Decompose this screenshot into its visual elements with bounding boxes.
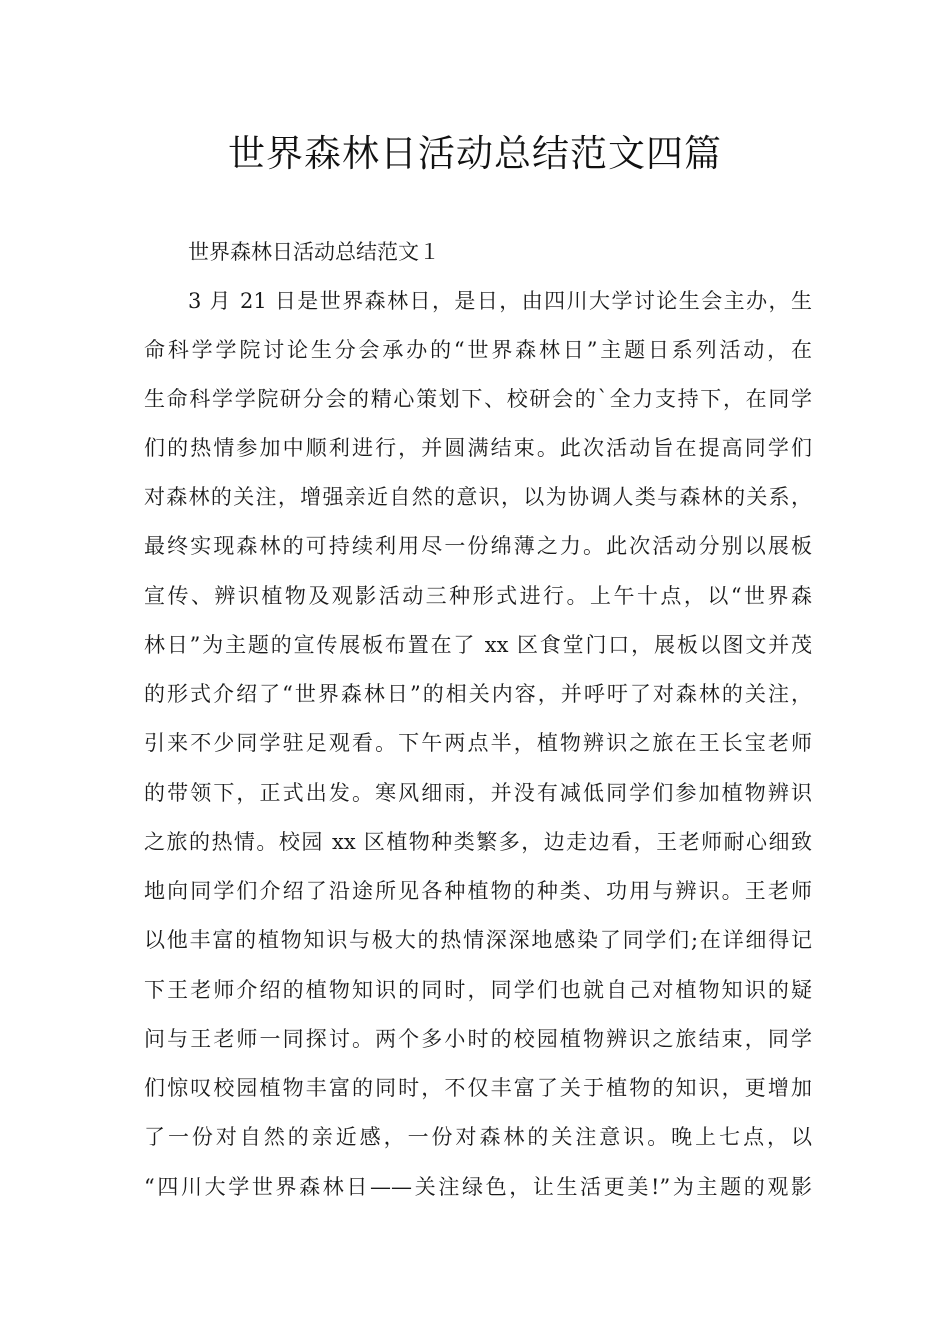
- paragraph-line: 最终实现森林的可持续利用尽一份绵薄之力。此次活动分别以展板: [144, 534, 812, 558]
- document-title: 世界森林日活动总结范文四篇: [228, 132, 722, 175]
- paragraph-line: 命科学学院讨论生分会承办的“世界森林日”主题日系列活动，在: [144, 338, 812, 362]
- paragraph-line: 以他丰富的植物知识与极大的热情深深地感染了同学们;在详细得记: [144, 928, 812, 952]
- paragraph-line: 引来不少同学驻足观看。下午两点半，植物辨识之旅在王长宝老师: [144, 731, 812, 755]
- paragraph-line: 了一份对自然的亲近感，一份对森林的关注意识。晚上七点，以: [144, 1125, 812, 1149]
- paragraph-line: 宣传、辨识植物及观影活动三种形式进行。上午十点，以“世界森: [144, 584, 812, 608]
- paragraph-line: 的形式介绍了“世界森林日”的相关内容，并呼吁了对森林的关注，: [144, 682, 812, 706]
- paragraph-line: 问与王老师一同探讨。两个多小时的校园植物辨识之旅结束，同学: [144, 1027, 812, 1051]
- paragraph-line: 对森林的关注，增强亲近自然的意识，以为协调人类与森林的关系，: [144, 485, 812, 509]
- paragraph-line: 下王老师介绍的植物知识的同时，同学们也就自己对植物知识的疑: [144, 978, 812, 1002]
- paragraph-line: 3 月 21 日是世界森林日，是日，由四川大学讨论生会主办，生: [188, 289, 812, 313]
- paragraph-line: 们惊叹校园植物丰富的同时，不仅丰富了关于植物的知识，更增加: [144, 1076, 812, 1100]
- paragraph-line: 生命科学学院研分会的精心策划下、校研会的`全力支持下，在同学: [144, 387, 812, 411]
- section-heading: 世界森林日活动总结范文１: [188, 240, 440, 264]
- paragraph-line: 林日”为主题的宣传展板布置在了 xx 区食堂门口，展板以图文并茂: [144, 633, 812, 657]
- paragraph-line: 们的热情参加中顺利进行，并圆满结束。此次活动旨在提高同学们: [144, 436, 812, 460]
- paragraph-line: 地向同学们介绍了沿途所见各种植物的种类、功用与辨识。王老师: [144, 879, 812, 903]
- paragraph-line: “四川大学世界森林日——关注绿色，让生活更美!”为主题的观影: [144, 1175, 812, 1199]
- paragraph-line: 之旅的热情。校园 xx 区植物种类繁多，边走边看，王老师耐心细致: [144, 830, 812, 854]
- paragraph-line: 的带领下，正式出发。寒风细雨，并没有减低同学们参加植物辨识: [144, 781, 812, 805]
